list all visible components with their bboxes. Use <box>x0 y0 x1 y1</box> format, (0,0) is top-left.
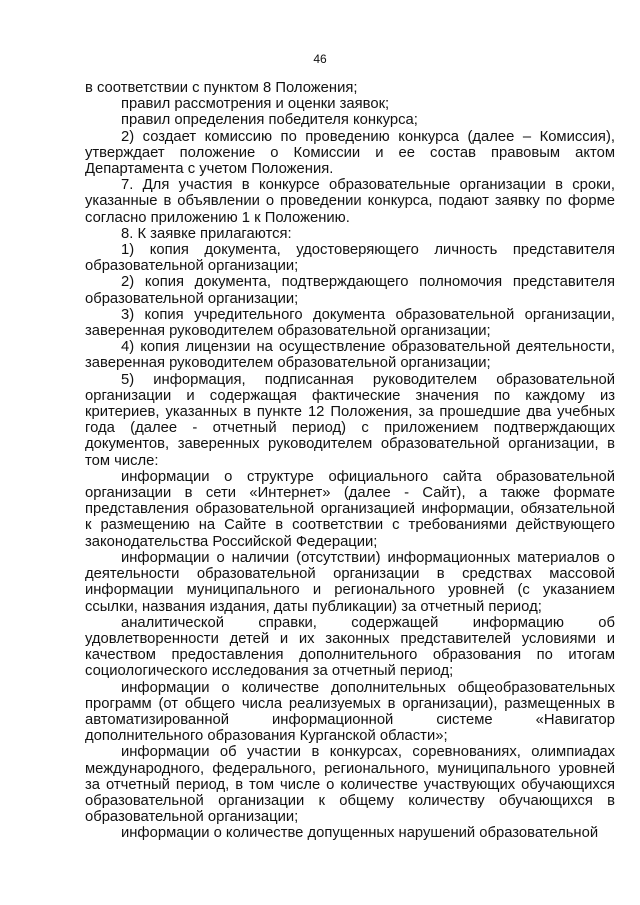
paragraph: правил определения победителя конкурса; <box>121 112 418 129</box>
paragraph: информации о количестве дополнительных общеобразовательных программ (от общего числа реализуемых в организации), размещенных в автоматизированной информационной системе «Навигатор дополнительного образования Курганской области»; <box>85 679 615 745</box>
paragraph: 3) копия учредительного документа образовательной организации, заверенная руководителем образовательной организации; <box>85 306 615 340</box>
paragraph: аналитической справки, содержащей информацию об удовлетворенности детей и их законных представителей условиями и качеством предоставления дополнительного образования по итогам социологического исследования за отчетный период; <box>85 614 615 680</box>
paragraph: 1) копия документа, удостоверяющего личность представителя образовательной организации; <box>85 242 615 275</box>
paragraph: 4) копия лицензии на осуществление образовательной деятельности, заверенная руководителем образовательной организации; <box>85 339 615 372</box>
paragraph: 8. К заявке прилагаются: <box>121 225 292 242</box>
paragraph: информации об участии в конкурсах, соревнованиях, олимпиадах международного, федерального, регионального, муниципального уровней за отчетный период, в том числе о количестве участвующих обучающихся образовательной организации к общему количеству обучающихся в образовательной организации; <box>85 744 615 826</box>
paragraph: 5) информация, подписанная руководителем образовательной организации и содержащая фактические значения по каждому из критериев, указанных в пункте 12 Положения, за прошедшие два учебных года (далее - отчетный период) с приложением подтверждающих документов, заверенных руководителем образовательной организации, в том числе: <box>85 371 615 469</box>
page-number: 46 <box>313 52 327 66</box>
paragraph: правил рассмотрения и оценки заявок; <box>121 96 390 113</box>
paragraph: информации о наличии (отсутствии) информационных материалов о деятельности образовательной организации в средствах массовой информации муниципального и регионального уровней (с указанием ссылки, названия издания, даты публикации) за отчетный период; <box>85 549 615 615</box>
paragraph: 2) копия документа, подтверждающего полномочия представителя образовательной организации; <box>85 274 615 307</box>
paragraph: 7. Для участия в конкурсе образовательные организации в сроки, указанные в объявлении о проведении конкурса, подают заявку по форме согласно приложению 1 к Положению. <box>85 177 615 226</box>
document-body <box>85 80 615 842</box>
paragraph: в соответствии с пунктом 8 Положения; <box>85 80 358 96</box>
paragraph: 2) создает комиссию по проведению конкурса (далее – Комиссия), утверждает положение о Комиссии и ее состав правовым актом Департамента с учетом Положения. <box>85 128 615 178</box>
paragraph: информации о структуре официального сайта образовательной организации в сети «Интернет» (далее - Сайт), а также формате представления образовательной организацией информации, обязательной к размещению на Сайте в соответствии с требованиями действующего законодательства Российской Федерации; <box>85 468 615 550</box>
paragraph: информации о количестве допущенных нарушений образовательной <box>121 825 599 842</box>
